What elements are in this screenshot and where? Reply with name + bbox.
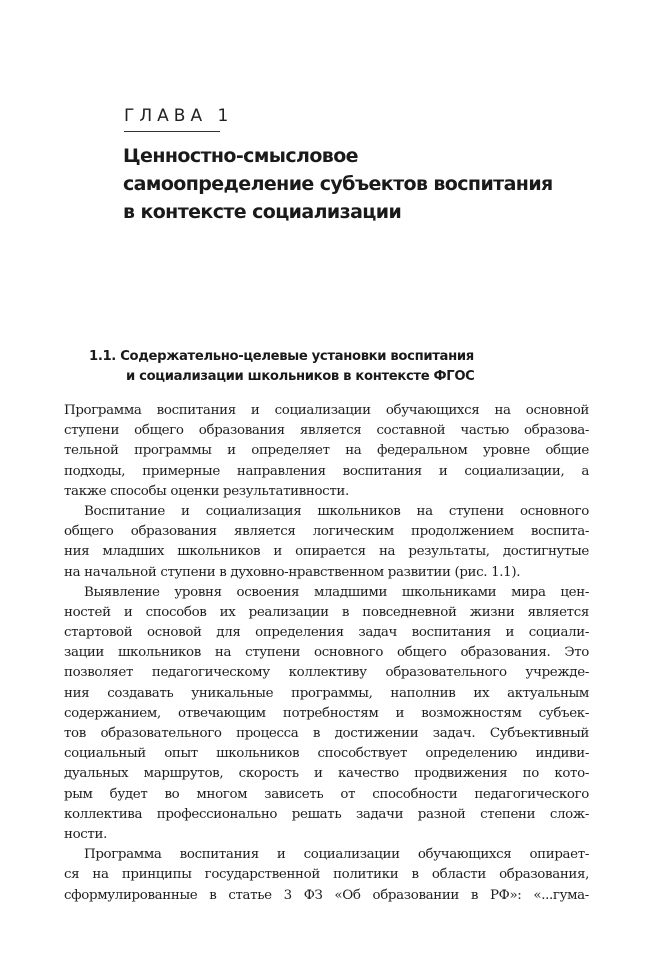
body-line: Выявление уровня освоения младшими школьниками мира цен- xyxy=(84,584,589,600)
body-line: ностей и способов их реализации в повседневной жизни является xyxy=(64,604,589,620)
body-line: ния создавать уникальные программы, наполнив их актуальным xyxy=(64,685,589,701)
section-title-line: 1.1. Содержательно-целевые установки воспитания xyxy=(89,349,474,364)
body-line: содержанием, отвечающим потребностям и возможностям субъек- xyxy=(64,705,589,721)
body-line: Программа воспитания и социализации обучающихся на основной xyxy=(64,403,589,418)
chapter-title xyxy=(123,142,623,226)
body-line: коллектива профессионально решать задачи разной степени слож- xyxy=(64,806,589,822)
body-line: тельной программы и определяет на федеральном уровне общие xyxy=(64,443,589,459)
body-line: зации школьников на ступени основного общего образования. Это xyxy=(64,645,589,661)
section-title xyxy=(89,347,609,387)
section-title-line: и социализации школьников в контексте ФГОС xyxy=(126,369,475,384)
chapter-rule xyxy=(124,131,220,132)
body-line: ся на принципы государственной политики в области образования, xyxy=(64,867,589,883)
body-line: ступени общего образования является составной частью образова- xyxy=(64,423,589,439)
chapter-label: ГЛАВА 1 xyxy=(124,106,234,126)
body-line: Воспитание и социализация школьников на ступени основного xyxy=(84,503,589,519)
body-line: ния младших школьников и опирается на результаты, достигнутые xyxy=(64,544,589,560)
chapter-title-line: Ценностно-смысловое xyxy=(123,145,358,167)
body-line: рым будет во многом зависеть от способности педагогического xyxy=(64,786,589,802)
body-line: дуальных маршрутов, скорость и качество продвижения по кото- xyxy=(64,766,589,782)
body-line: общего образования является логическим продолжением воспита- xyxy=(64,524,589,540)
body-line: на начальной ступени в духовно-нравственном развитии (рис. 1.1). xyxy=(64,564,521,580)
body-line: тов образовательного процесса в достижении задач. Субъективный xyxy=(64,726,589,741)
body-line: социальный опыт школьников способствует определению индиви- xyxy=(64,746,589,762)
body-line: Программа воспитания и социализации обучающихся опирает- xyxy=(84,847,589,863)
body-line: подходы, примерные направления воспитания и социализации, а xyxy=(64,463,589,479)
body-text xyxy=(64,401,589,906)
body-line: также способы оценки результативности. xyxy=(64,483,349,499)
chapter-title-line: в контексте социализации xyxy=(123,201,402,223)
body-line: ности. xyxy=(64,826,107,842)
body-line: позволяет педагогическому коллективу образовательного учрежде- xyxy=(64,665,589,681)
body-line: сформулированные в статье 3 ФЗ «Об образовании в РФ»: «...гума- xyxy=(64,887,589,903)
chapter-title-line: самоопределение субъектов воспитания xyxy=(123,173,553,195)
body-line: стартовой основой для определения задач воспитания и социали- xyxy=(64,625,589,641)
